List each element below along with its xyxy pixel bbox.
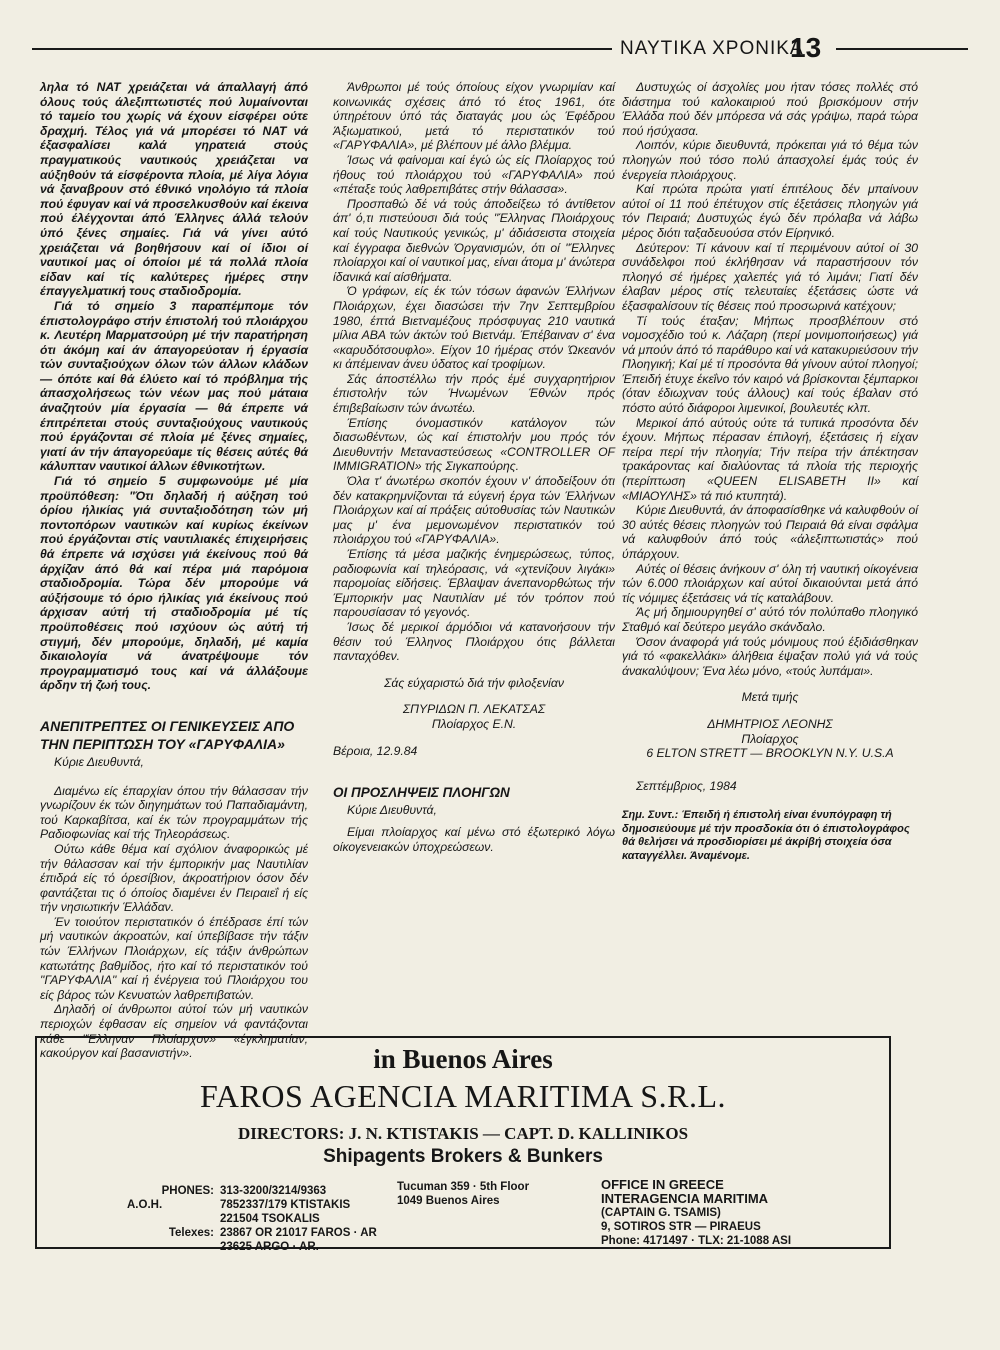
ad-street: Tucuman 359 · 5th Floor: [397, 1181, 530, 1193]
ad-telexes-1: 23867 OR 21017 FAROS · AR: [220, 1227, 377, 1239]
ad-city: in Buenos Aires: [373, 1044, 553, 1074]
ad-contact-numbers: [127, 1184, 407, 1254]
ad-address: [397, 1180, 607, 1208]
paragraph: Έπίσης τά μέσα μαζικής ένημερώσεως, τύπος, ραδιοφωνία καί τηλεόρασις, νά «χτενίζουν λιγάκι» παρομοίας είδήσεις. Έβλαψαν άνεπανορθώτως τήν Έμπορικήν μας Ναυτιλίαν μέ τόν τρόπον πού παρουσίασαν τό γεγονός.: [333, 547, 615, 620]
signer-address: 6 ELTON STRETT — BROOKLYN N.Y. U.S.A: [646, 746, 894, 761]
ad-greece-phone: Phone: 4171497 · TLX: 21-1088 ASI: [601, 1235, 792, 1247]
paragraph: Ίσως δέ μερικοί άρμόδιοι νά κατανοήσουν τήν θέσιν τού Έλληνος Πλοιάρχου ότις βάλλεται πανταχόθεν.: [333, 619, 615, 664]
editor-note: [622, 809, 918, 863]
ad-telexes-2: 23625 ARGO · AR.: [220, 1241, 319, 1253]
paragraph: ληλα τό ΝΑΤ χρειάζεται νά άπαλλαγή άπό όλους τούς άλεξιπτωτιστές πού λυμαίνονται τό ταμείο του χωρίς νά έχουν είσφέρει ούτε δραχμή. Τέλος γιά νά μπορέσει τό ΝΑΤ νά έξασφαλίσει καλά γηρατειά στούς πραγματικούς ναυτικούς χρειάζεται να αύξηθούν τά είσφέροντα πλοία, μέ λίγα λόγια νά ξαναβρουν στό έθνικό νηολόγιο τά πλοία πού έφυγαν καί νά προσελκυσθούν καί έκεινα πού έλέγχονται άπό Έλληνες άλλά τελούν ύπό ξένες σημαίες. Γιά νά γίνει αύτό χρειάζεται νά βοηθήσουν καί οί ίδιοι οί ναυτικοί μας οί όποίοι μέ τά πολλά πλοία είδαν καί τίς καλύτερες ήμέρες στην έπαγγελματική τους σταδιοδρομία.: [40, 80, 308, 299]
column-left: [40, 80, 308, 1061]
ad-greece-captain: (CAPTAIN G. TSAMIS): [601, 1207, 721, 1219]
ad-aoh-1: 7852337/179 KTISTAKIS: [220, 1199, 351, 1211]
editor-note-label: Σημ. Συντ.:: [622, 809, 679, 822]
ad-greece-company: INTERAGENCIA MARITIMA: [601, 1191, 769, 1206]
closing-regards: Μετά τιμής: [741, 690, 799, 705]
signer-name: ΣΠΥΡΙΔΩΝ Π. ΛΕΚΑΤΣΑΣ: [402, 702, 546, 717]
paragraph: Γιά τό σημείο 3 παραπέμπομε τόν έπιστολογράφο στήν έπιστολή τού πλοιάρχου κ. Λευτέρη Μαρματσούρη μέ τήν παρατήρηση ότι άκόμη καί άν άπαγορεύοταν ή έργασία τών συνταξιούχων όλων τών άλλων κλάδων — όπότε καί θά έλύετο καί τό πρόβλημα τής άπασχολήσεως τών νέων μας πού μάταια άναζητούν μία έργασία — θά έπρεπε νά έπιτρέπεται στούς συνταξιούχους ναυτικούς πού έργάζονται σέ πλοία μέ ξένες σημαίες, γιατί άν τήν άπαγορεύαμε τίς θέσεις αύτές θά κάλυπταν ναυτικοί άλλων έθνικοτήτων.: [40, 298, 308, 474]
salutation: Κύριε Διευθυντά,: [54, 754, 144, 769]
signer-title: Πλοίαρχος Ε.Ν.: [431, 716, 517, 731]
place-date: Βέροια, 12.9.84: [333, 743, 418, 758]
ad-directors: DIRECTORS: J. N. KTISTAKIS — CAPT. D. KALLINIKOS: [237, 1124, 689, 1143]
header-rule-left: [32, 48, 612, 50]
advertisement-box: [35, 1036, 891, 1253]
paragraph: Μερικοί άπό αύτούς ούτε τά τυπικά προσόντα δέν έχουν. Μήπως πέρασαν έπιλογή, έξετάσεις ή είχαν πείρα περί τήν πλοηγία; Τήν πείρα τήν άπέκτησαν τρακάροντας καί διαλύοντας τά πλοία τής περιοχής (περίπτωση «QUEEN ELISABETH II» καί «ΜΙΑΟΥΛΗΣ» τά πιό κτυπητά).: [622, 415, 918, 503]
letter-date: Σεπτέμβριος, 1984: [636, 778, 737, 793]
ad-aoh-2: 221504 TSOKALIS: [220, 1213, 320, 1225]
ad-company-name: FAROS AGENCIA MARITIMA S.R.L.: [200, 1078, 726, 1114]
ad-city-line: 1049 Buenos Aires: [397, 1195, 500, 1207]
ad-telexes-label: Telexes:: [168, 1227, 214, 1239]
signer-title: Πλοίαρχος: [741, 731, 799, 746]
publication-title: ΝΑΥΤΙΚΑ ΧΡΟΝΙΚΑ: [620, 38, 804, 59]
closing-thanks: Σάς εύχαριστώ διά τήν φιλοξενίαν: [384, 675, 564, 690]
ad-greece-office-title: OFFICE IN GREECE: [601, 1177, 724, 1192]
article-heading: ΑΝΕΠΙΤΡΕΠΤΕΣ ΟΙ ΓΕΝΙΚΕΥΣΕΙΣ ΑΠΟ ΤΗΝ ΠΕΡΙΠΤΩΣΗ ΤΟΥ «ΓΑΡΥΦΑΛΙΑ»: [40, 717, 295, 752]
paragraph: Έν τοιούτον περιστατικόν ό έπέδρασε έπί τών μή ναυτικών άκροατών, καί ύπεβίβασε τήν τάξιν τών Έλλήνων Πλοιάρχων, είς τάξιν άνθρώπων κατωτάτης βαθμίδος, ήτο καί τό περιστατικόν τού "ΓΑΡΥΦΑΛΙΑ" καί ή ένέργεια τού Πλοιάρχου του είς βάρος τών Κενυατών λαθρεπιβατών.: [40, 914, 308, 1002]
paragraph: Ίσως νά φαίνομαι καί έγώ ώς είς Πλοίαρχος τού ήθους τού πλοιάρχου τού «ΓΑΡΥΦΑΛΙΑ» πού «πέταξε τούς λαθρεπιβάτες στήν θάλασσα».: [333, 152, 615, 197]
ad-aoh-label: A.O.H.: [127, 1199, 163, 1211]
column-right: [622, 80, 918, 863]
paragraph: Κύριε Διευθυντά, άν άποφασίσθηκε νά καλυφθούν οί 30 αύτές θέσεις πλοηγών τού Πειραιά θά είναι σφάλμα νά καλυφθούν άπό τούς «άλεξιπτωτιστάς» πού ύπάρχουν.: [622, 503, 918, 561]
editor-note-text: Έπειδή ή έπιστολή είναι ένυπόγραφη τή δημοσιεύουμε μέ τήν προσδοκία ότι ό έπιστολογράφος θά θελήσει νά προσδιορίσει μέ άκρίβή στοιχεία όσα καταγγέλλει. Άναμένομε.: [622, 809, 910, 862]
paragraph: Όσον άναφορά γιά τούς μόνιμους πού έξιδιάσθηκαν γιά τό «φακελλάκι» άλήθεια έψαξαν πολύ γιά νά τούς άνακαλύψουν; Ένα λέω μόνο, «τούς λυπάμαι».: [622, 634, 918, 678]
paragraph: Είμαι πλοίαρχος καί μένω στό έξωτερικό λόγω οίκογενειακών ύποχρεώσεων.: [333, 825, 615, 854]
ad-greece-address: 9, SOTIROS STR — PIRAEUS: [601, 1221, 761, 1233]
ad-phones: 313-3200/3214/9363: [220, 1185, 327, 1197]
paragraph: Ό γράφων, είς έκ τών τόσων άφανών Έλλήνων Πλοιάρχων, έχει διασώσει τήν 7ην Σεπτεμβρίου 1980, έπτά Βιετναμέζους πρόσφυγας 210 ναυτικά μίλια ΑΒΑ τών άκτών τού Βιετνάμ. Έπέβαιναν σ' ένα «καρυδότσουφλο». Είχον 10 ήμέρας στόν Ώκεανόν κι άπέμειναν άνευ ύδατος καί τροφίμων.: [333, 284, 615, 372]
column-middle: [333, 80, 615, 855]
paragraph: Δεύτερον: Τί κάνουν καί τί περιμένουν αύτοί οί 30 συνάδελφοι πού έκλήθησαν νά παραστήσουν τόν πλοηγό σέ ήμέρες χαλεπές γιά τό λιμάνι; Γιατί δέν έλαβαν μέρος στίς τελευταίες έξετάσεις ώστε νά έξασφαλίσουν τίς θέσεις πού προσωρινά κατέχουν;: [622, 240, 918, 313]
signer-name: ΔΗΜΗΤΡΙΟΣ ΛΕΟΝΗΣ: [707, 716, 833, 731]
ad-greece-office: [601, 1178, 881, 1248]
paragraph: Όλα τ' άνωτέρω σκοπόν έχουν ν' άποδείξουν ότι δέν κατακρημνίζονται τά εύγενή έργα τών Έλλήνων Πλοιάρχων καί αί πράξεις αύτοθυσίας τών Ναυτικών μας μ' ένα μεμονωμένον περιστατικόν τού πλοιάρχου τού «ΓΑΡΥΦΑΛΙΑ».: [333, 474, 615, 547]
paragraph: Δηλαδή οί άνθρωποι αύτοί τών μή ναυτικών περιοχών έφθασαν είς σημείον νά φαντάζονται κάθε "Έλληναν Πλοίαρχον» «έγκληματίαν, κακούργον καί βασανιστήν».: [40, 1002, 308, 1061]
paragraph: Καί πρώτα πρώτα γιατί έπιτέλους δέν μπαίνουν αύτοί οί 11 πού έπέτυχον στίς έξετάσεις πλοηγών γιά τόν Πειραιά; Δυστυχώς έγώ δέν πρόλαβα νά λάβω μέρος διότι ταξαδευούσα στόν Είρηνικό.: [622, 182, 918, 240]
paragraph: Προσπαθώ δέ νά τούς άποδείξεω τό άντίθετον άπ' ό,τι πιστεύουσι διά τούς "Έλληνας Πλοιάρχους καί τούς Ναυτικούς γενικώς, μ' άδιάσειστα στοιχεία καί έγγραφα διεθνών Όργανισμών, ότι οί "Έλληνες πλοίαρχοι καί οί ναυτικοί μας, είναι άτομα μ' άνώτερα ίδανικά καί αίσθήματα.: [333, 196, 615, 284]
ad-phones-label: PHONES:: [161, 1185, 214, 1197]
page-number: 13: [790, 32, 822, 63]
ad-tagline: Shipagents Brokers & Bunkers: [323, 1146, 603, 1167]
paragraph: Σάς άποστέλλω τήν πρός έμέ συγχαρητήριον έπιστολήν τών Ήνωμένων Έθνών πρός έπιβεβαίωσιν τών άνωτέω.: [333, 371, 615, 416]
paragraph: Τί τούς έταξαν; Μήπως προσβλέπουν στό νομοσχέδιο τού κ. Λάζαρη (περί μονιμοποιήσεως) γιά νά μπούν άπό τό παράθυρο καί νά κατακυριεύσουν τήν Πλοηγική; Καί μέ τί προσόντα θά γίνουν αύτοί πλοηγοί; Έπειδή έτυχε έκεΐνο τόν καιρό νά βρίσκονται ξέμπαρκοι (όταν έδιωχναν τούς άλλους) καί τούς έβαλαν στό πόστο αύτό διάφοροι λιμενικοί, βουλευτές κλπ.: [622, 313, 918, 416]
paragraph: Άς μή δημιουργηθεί σ' αύτό τόν πολύπαθο πλοηγικό Σταθμό καί δεύτερο μεγάλο σκάνδαλο.: [622, 605, 918, 634]
paragraph: Ούτω κάθε θέμα καί σχόλιον άναφορικώς μέ τήν θάλασσαν καί τήν έμπορικήν μας Ναυτιλίαν έπιδρά είς τό όρεσίβιον, άκροατήριον όσον δέν φαντάζεται τις ό όποίος διαμένει έν Πειραιεΐ ή είς τήν νησιωτικήν Έλλάδαν.: [40, 841, 308, 915]
paragraph: Διαμένω είς έπαρχίαν όπου τήν θάλασσαν τήν γνωρίζουν έκ τών διηγημάτων τού Παπαδιαμάντη, τού Καρκαβίτσα, καί έκ τών προγραμμάτων τής Ραδιοφωνίας καί τής Τηλεοράσεως.: [40, 783, 308, 842]
paragraph: Έπίσης όνομαστικόν κατάλογον τών διασωθέντων, ώς καί έπιστολήν μου πρός τόν Διευθυντήν Μεταναστεύσεως «CONTROLLER OF IMMIGRATION» τής Σιγκαπούρης.: [333, 415, 615, 474]
header-rule-right: [836, 48, 968, 50]
article-heading: ΟΙ ΠΡΟΣΛΗΨΕΙΣ ΠΛΟΗΓΩΝ: [333, 785, 510, 801]
salutation: Κύριε Διευθυντά,: [347, 802, 437, 817]
paragraph: Δυστυχώς οί άσχολίες μου ήταν τόσες πολλές στό διάστημα τού καλοκαιριού πού βρισκόμουν στήν Έλλάδα πού δέν μπόρεσα νά σάς γράψω, παρά τώρα πού ήσύχασα.: [622, 80, 918, 138]
paragraph: Λοιπόν, κύριε διευθυντά, πρόκειται γιά τό θέμα τών πλοηγών πού τόσο πολύ άπασχολεί έμάς τούς έν ένεργεία πλοιάρχους.: [622, 138, 918, 182]
paragraph: Αύτές οί θέσεις άνήκουν σ' όλη τή ναυτική οίκογένεια τών 6.000 πλοιάρχων καί αύτοί δικαιούνται μετά άπό τίς νόμιμες έξετάσεις νά τίς καταλάβουν.: [622, 561, 918, 605]
paragraph: Άνθρωποι μέ τούς όποίους είχον γνωριμίαν καί κοινωνικάς σχέσεις άπό τό έτος 1961, ότε ύπηρέτουν ύπό τάς διαταγάς μου ώς Έφέδρου Άξιωματικού, μετά τό περιστατικόν τού «ΓΑΡΥΦΑΛΙΑ», μέ βλέπουν μέ άλλο βλέμμα.: [333, 80, 615, 153]
paragraph: Γιά τό σημείο 5 συμφωνούμε μέ μία προϋπόθεση: "Ότι δηλαδή ή αύξηση τού όρίου ήλικίας γιά συνταξιοδότηση τών μή ποντοπόρων ναυτικών καί κυρίως έκείνων πού έργάζονται στίς ναυτιλιακές έπιχειρήσεις θά έπρεπε νά ισχύσει γιά έκείνους πού θά άρχίζαν άπό θά καί πέρα μιά παρόμοια σταδιοδρομία. Τώρα δέν μπορούμε νά αύξήσουμε τό όριο ήλικίας γιά έκείνους πού άρχισαν αύτή τή σταδιοδρομία μέ τίς προϋποθέσεις πού ισχύουν ώς αύτή τή στιγμή, δέν μπορούμε, δηλαδή, μέ καμία δικαιολογία νά άνατρέψουμε τόν προγραμματισμό τους καί νά άλλάξουμε άρδην τή ζωή τους.: [40, 474, 308, 693]
